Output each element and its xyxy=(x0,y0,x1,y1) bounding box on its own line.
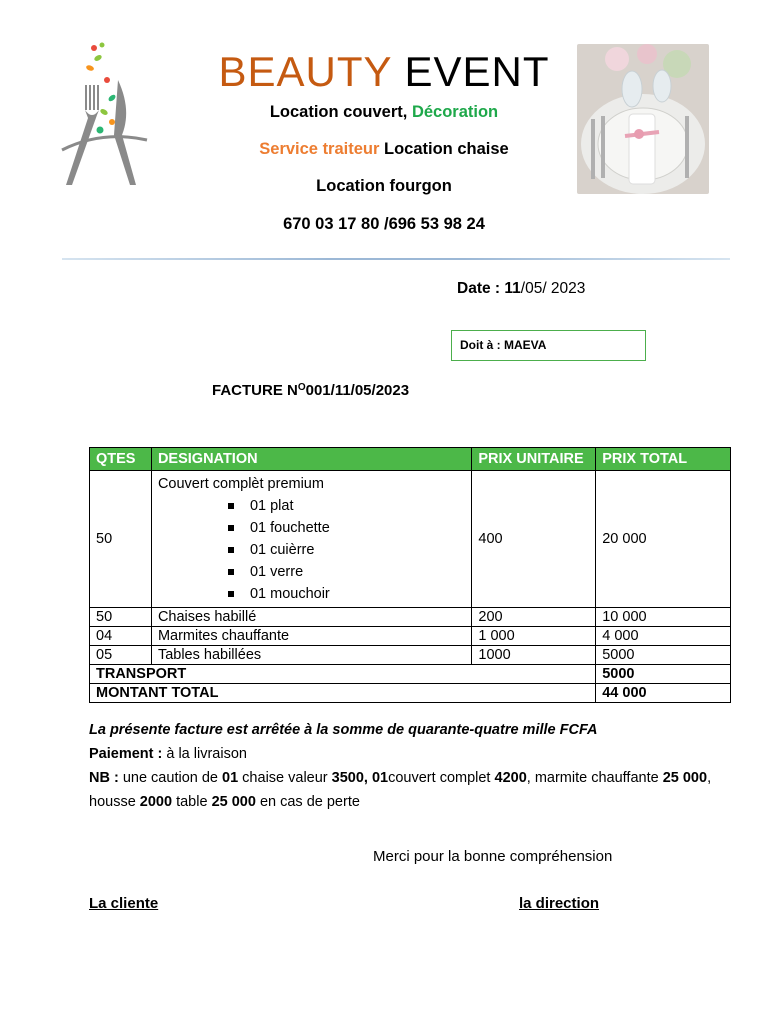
cell-total: 20 000 xyxy=(596,471,731,608)
table-row xyxy=(90,646,731,665)
cell-unit: 200 xyxy=(472,608,596,627)
brand-event: EVENT xyxy=(404,48,550,95)
list-item: 01 plat xyxy=(228,495,465,517)
total-row xyxy=(90,684,731,703)
subitem-list xyxy=(158,495,465,605)
signature-direction: la direction xyxy=(519,895,600,912)
cell-designation: Tables habillées xyxy=(151,646,471,665)
designation-text: Couvert complèt premium xyxy=(157,476,324,492)
nb-text: 3500, 01 xyxy=(331,770,389,786)
nb-text: 25 000 xyxy=(211,794,256,810)
nb-text: 2000 xyxy=(139,794,173,810)
nb-text: une caution de xyxy=(118,770,223,786)
payment-line xyxy=(89,742,749,766)
cell-designation: Chaises habillé xyxy=(151,608,471,627)
services-line-1b: Décoration xyxy=(411,103,499,121)
nb-text: 4200 xyxy=(494,770,527,786)
phone-numbers: 670 03 17 80 /696 53 98 24 xyxy=(283,215,485,233)
cell-unit: 1000 xyxy=(472,646,596,665)
facture-sup: O xyxy=(297,382,306,393)
table-row xyxy=(90,608,731,627)
nb-text: en cas de perte xyxy=(255,794,360,810)
list-item: 01 fouchette xyxy=(228,517,465,539)
brand-beauty: BEAUTY xyxy=(218,48,392,95)
header-qtes: QTES xyxy=(90,448,152,471)
cell-total: 5000 xyxy=(596,646,731,665)
nb-text: 25 000 xyxy=(662,770,708,786)
cell-unit: 1 000 xyxy=(472,627,596,646)
list-item: 01 cuièrre xyxy=(228,539,465,561)
transport-row xyxy=(90,665,731,684)
nb-text: , marmite chauffante xyxy=(526,770,663,786)
services-line-2b: Location chaise xyxy=(379,140,509,158)
services-line-1a: Location couvert, xyxy=(269,103,412,121)
date-day: 11 xyxy=(504,280,521,297)
list-item: 01 mouchoir xyxy=(228,583,465,605)
list-item: 01 verre xyxy=(228,561,465,583)
invoice-date xyxy=(457,280,585,298)
table-row xyxy=(90,471,731,608)
transport-label: TRANSPORT xyxy=(90,665,596,684)
nb-text: couvert complet xyxy=(388,770,495,786)
facture-prefix: FACTURE N xyxy=(212,382,298,399)
date-rest: /05/ 2023 xyxy=(520,280,586,297)
header-prix-unitaire: PRIX UNITAIRE xyxy=(472,448,596,471)
nb-text: chaise valeur xyxy=(238,770,332,786)
facture-number: 001/11/05/2023 xyxy=(305,382,410,399)
cell-total: 10 000 xyxy=(596,608,731,627)
invoice-notes xyxy=(89,718,749,814)
date-label: Date : xyxy=(457,280,505,297)
nb-text: table xyxy=(172,794,212,810)
table-header-row xyxy=(90,448,731,471)
services-line-2 xyxy=(0,140,768,159)
payment-value: à la livraison xyxy=(162,746,247,762)
header-divider xyxy=(62,258,730,260)
cell-designation xyxy=(151,471,471,608)
cell-qty: 05 xyxy=(90,646,152,665)
header-prix-total: PRIX TOTAL xyxy=(596,448,731,471)
services-line-1 xyxy=(0,103,768,122)
cell-designation: Marmites chauffante xyxy=(151,627,471,646)
table-row xyxy=(90,627,731,646)
brand-title xyxy=(0,48,768,96)
cell-total: 4 000 xyxy=(596,627,731,646)
thank-you-note: Merci pour la bonne compréhension xyxy=(373,848,613,865)
transport-value: 5000 xyxy=(596,665,731,684)
signature-client: La cliente xyxy=(89,895,159,912)
bill-to-box: Doit à : MAEVA xyxy=(451,330,646,361)
invoice-number xyxy=(212,382,409,399)
cell-unit: 400 xyxy=(472,471,596,608)
nb-note xyxy=(89,766,749,814)
invoice-table xyxy=(89,447,731,703)
services-line-3: Location fourgon xyxy=(316,177,452,195)
header-designation: DESIGNATION xyxy=(151,448,471,471)
nb-text: , housse xyxy=(89,770,712,810)
montant-label: MONTANT TOTAL xyxy=(90,684,596,703)
cell-qty: 50 xyxy=(90,471,152,608)
payment-label: Paiement : xyxy=(89,746,163,762)
nb-text: 01 xyxy=(222,770,239,786)
services-line-2a: Service traiteur xyxy=(259,140,380,158)
amount-in-words: La présente facture est arrêtée à la somme de quarante-quatre mille FCFA xyxy=(89,722,598,738)
cell-qty: 04 xyxy=(90,627,152,646)
montant-value: 44 000 xyxy=(596,684,731,703)
nb-label: NB : xyxy=(89,770,119,786)
cell-qty: 50 xyxy=(90,608,152,627)
